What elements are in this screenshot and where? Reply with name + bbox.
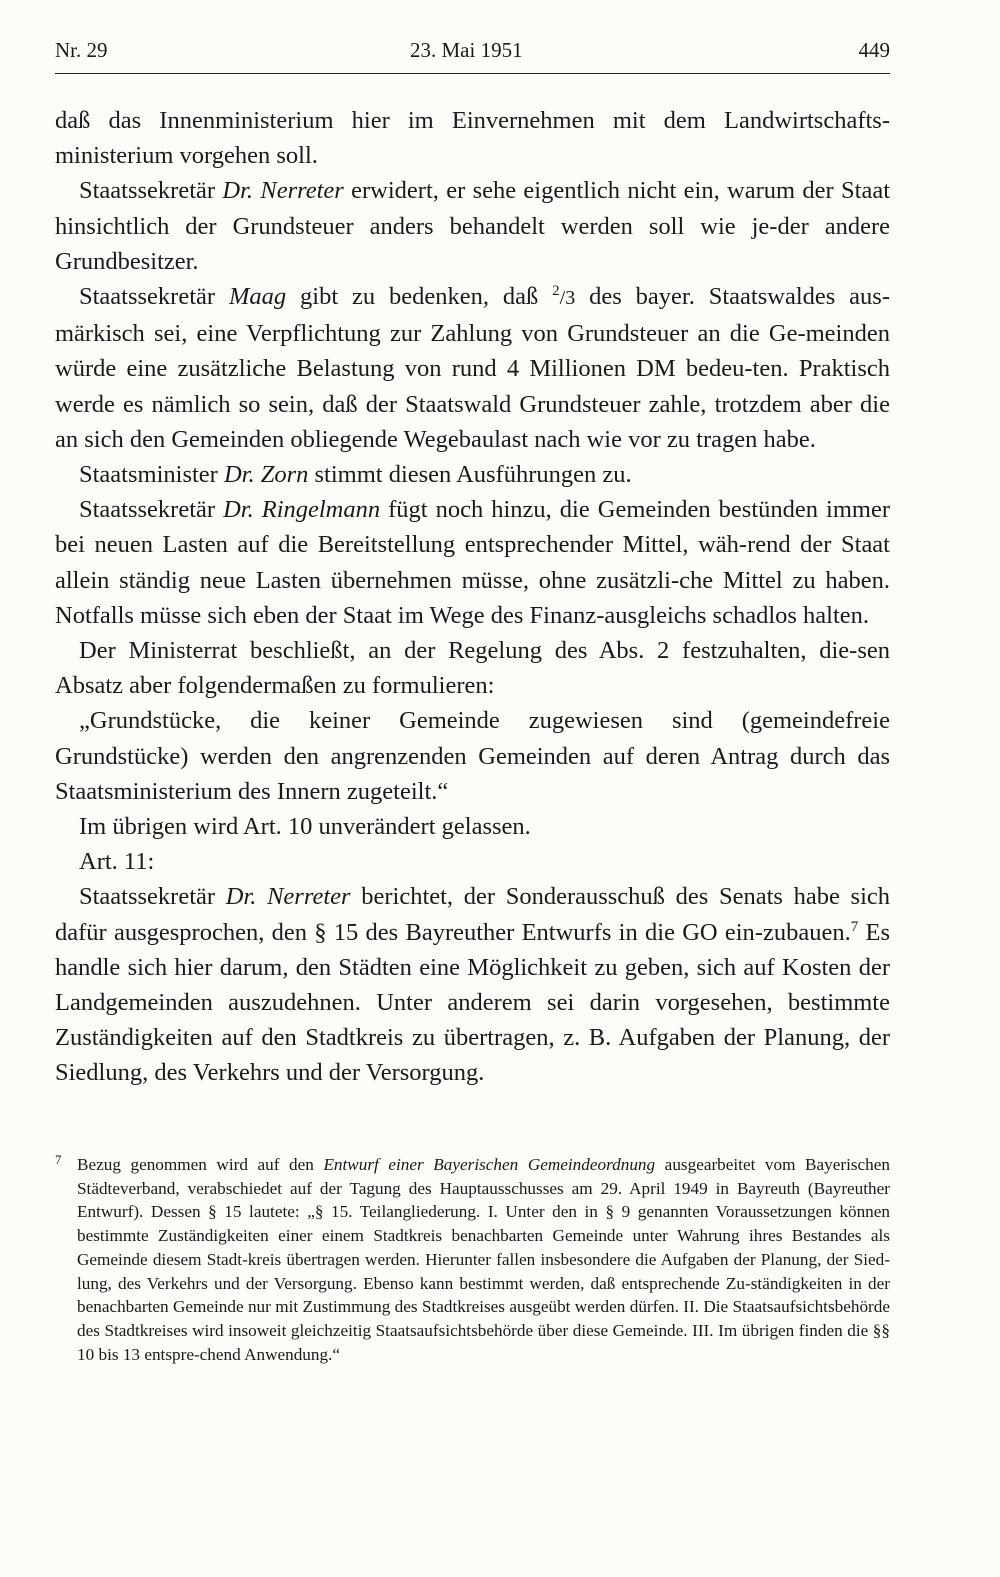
speaker-name: Dr. Nerreter xyxy=(225,883,351,911)
article-heading: Art. 11: xyxy=(79,848,155,876)
fraction-denominator: /3 xyxy=(559,287,576,310)
paragraph-4: Staatsminister Dr. Zorn stimmt diesen Ausführungen zu. xyxy=(79,461,632,489)
footnote xyxy=(55,1153,890,1366)
fraction-numerator: 2 xyxy=(552,283,560,300)
quoted-formulation: „Grundstücke, die keiner Gemeinde zugewiesen sind (gemeindefreie Grundstücke) werden den angrenzenden Gemeinden auf deren Antrag durch das Staatsministerium des Innern zugeteilt.“ xyxy=(55,707,890,805)
footnote-title: Entwurf einer Bayerischen Gemeindeordnung xyxy=(323,1155,656,1174)
main-text xyxy=(55,103,890,1091)
page-number: 449 xyxy=(858,38,890,62)
speaker-name: Dr. Ringelmann xyxy=(223,496,381,524)
paragraph-10: Staatssekretär Dr. Nerreter berichtet, der Sonderausschuß des Senats habe sich dafür ausgesprochen, den § 15 des Bayreuther Entwurfs in die GO ein-zubauen.$^7$ Es handle sich hier darum, den Städten eine Möglichkeit zu geben, sich auf Kosten der Landgemeinden auszudehnen. Unter anderem sei darin vorgesehen, bestimmte Zuständigkeiten auf den Stadtkreis zu übertragen, z. B. Aufgaben der Planung, der Siedlung, des Verkehrs und der Versorgung. xyxy=(55,883,890,1087)
header-rule xyxy=(55,73,890,74)
paragraph-3: Staatssekretär Maag gibt zu bedenken, daß $^2$/3 des bayer. Staatswaldes aus-märkisch sei, eine Verpflichtung zur Zahlung von Grundsteuer an die Ge-meinden würde eine zusätzliche Belastung von rund 4 Millionen DM bedeu-ten. Praktisch werde es nämlich so sein, daß der Staatswald Grundsteuer zahle, trotzdem aber die an sich den Gemeinden obliegende Wegebaulast nach wie vor zu tragen habe. xyxy=(55,283,890,453)
speaker-name: Maag xyxy=(228,283,287,311)
running-header xyxy=(55,38,890,70)
issue-number: Nr. 29 xyxy=(55,38,108,62)
paragraph-2: Staatssekretär Dr. Nerreter erwidert, er sehe eigentlich nicht ein, warum der Staat hinsichtlich der Grundsteuer anders behandelt werden soll wie je-der andere Grundbesitzer. xyxy=(55,177,891,275)
paragraph-5: Staatssekretär Dr. Ringelmann fügt noch hinzu, die Gemeinden bestünden immer bei neuen Lasten auf die Bereitstellung entsprechender Mittel, wäh-rend der Staat allein ständig neue Lasten übernehmen müsse, ohne zusätzli-che Mittel zu haben. Notfalls müsse sich eben der Staat im Wege des Finanz-ausgleichs schadlos halten. xyxy=(55,496,890,629)
paragraph-8: Im übrigen wird Art. 10 unverändert gelassen. xyxy=(79,813,531,841)
speaker-name: Dr. Zorn xyxy=(223,461,309,489)
footnote-number: 7 xyxy=(55,1152,62,1167)
paragraph-6: Der Ministerrat beschließt, an der Regelung des Abs. 2 festzuhalten, die-sen Absatz aber folgendermaßen zu formulieren: xyxy=(55,637,890,700)
issue-date: 23. Mai 1951 xyxy=(410,38,523,62)
speaker-name: Dr. Nerreter xyxy=(222,177,344,205)
paragraph-1: daß das Innenministerium hier im Einvernehmen mit dem Landwirtschafts-ministerium vorgehen soll. xyxy=(55,107,890,170)
footnote-text: Bezug genommen wird auf den Entwurf einer Bayerischen Gemeindeordnung ausgearbeitet vom Bayerischen Städteverband, verabschiedet auf der Tagung des Hauptausschusses am 29. April 1949 in Bayreuth (Bayreuther Entwurf). Dessen § 15 lautete: „§ 15. Teilangliederung. I. Unter den in § 9 genannten Voraussetzungen können bestimmte Zuständigkeiten einer einem Stadtkreis benachbarten Gemeinde unter Wahrung ihres Bestandes als Gemeinde diesem Stadt-kreis übertragen werden. Hierunter fallen insbesondere die Aufgaben der Planung, der Sied-lung, des Verkehrs und der Versorgung. Ebenso kann bestimmt werden, daß entsprechende Zu-ständigkeiten in der benachbarten Gemeinde nur mit Zustimmung des Stadtkreises ausgeübt werden dürfen. II. Die Staatsaufsichtsbehörde des Stadtkreises wird insoweit gleichzeitig Staatsaufsichtsbehörde über diese Gemeinde. III. Im übrigen finden die §§ 10 bis 13 entspre-chend Anwendung.“ xyxy=(77,1155,891,1364)
footnote-reference: 7 xyxy=(850,918,859,935)
